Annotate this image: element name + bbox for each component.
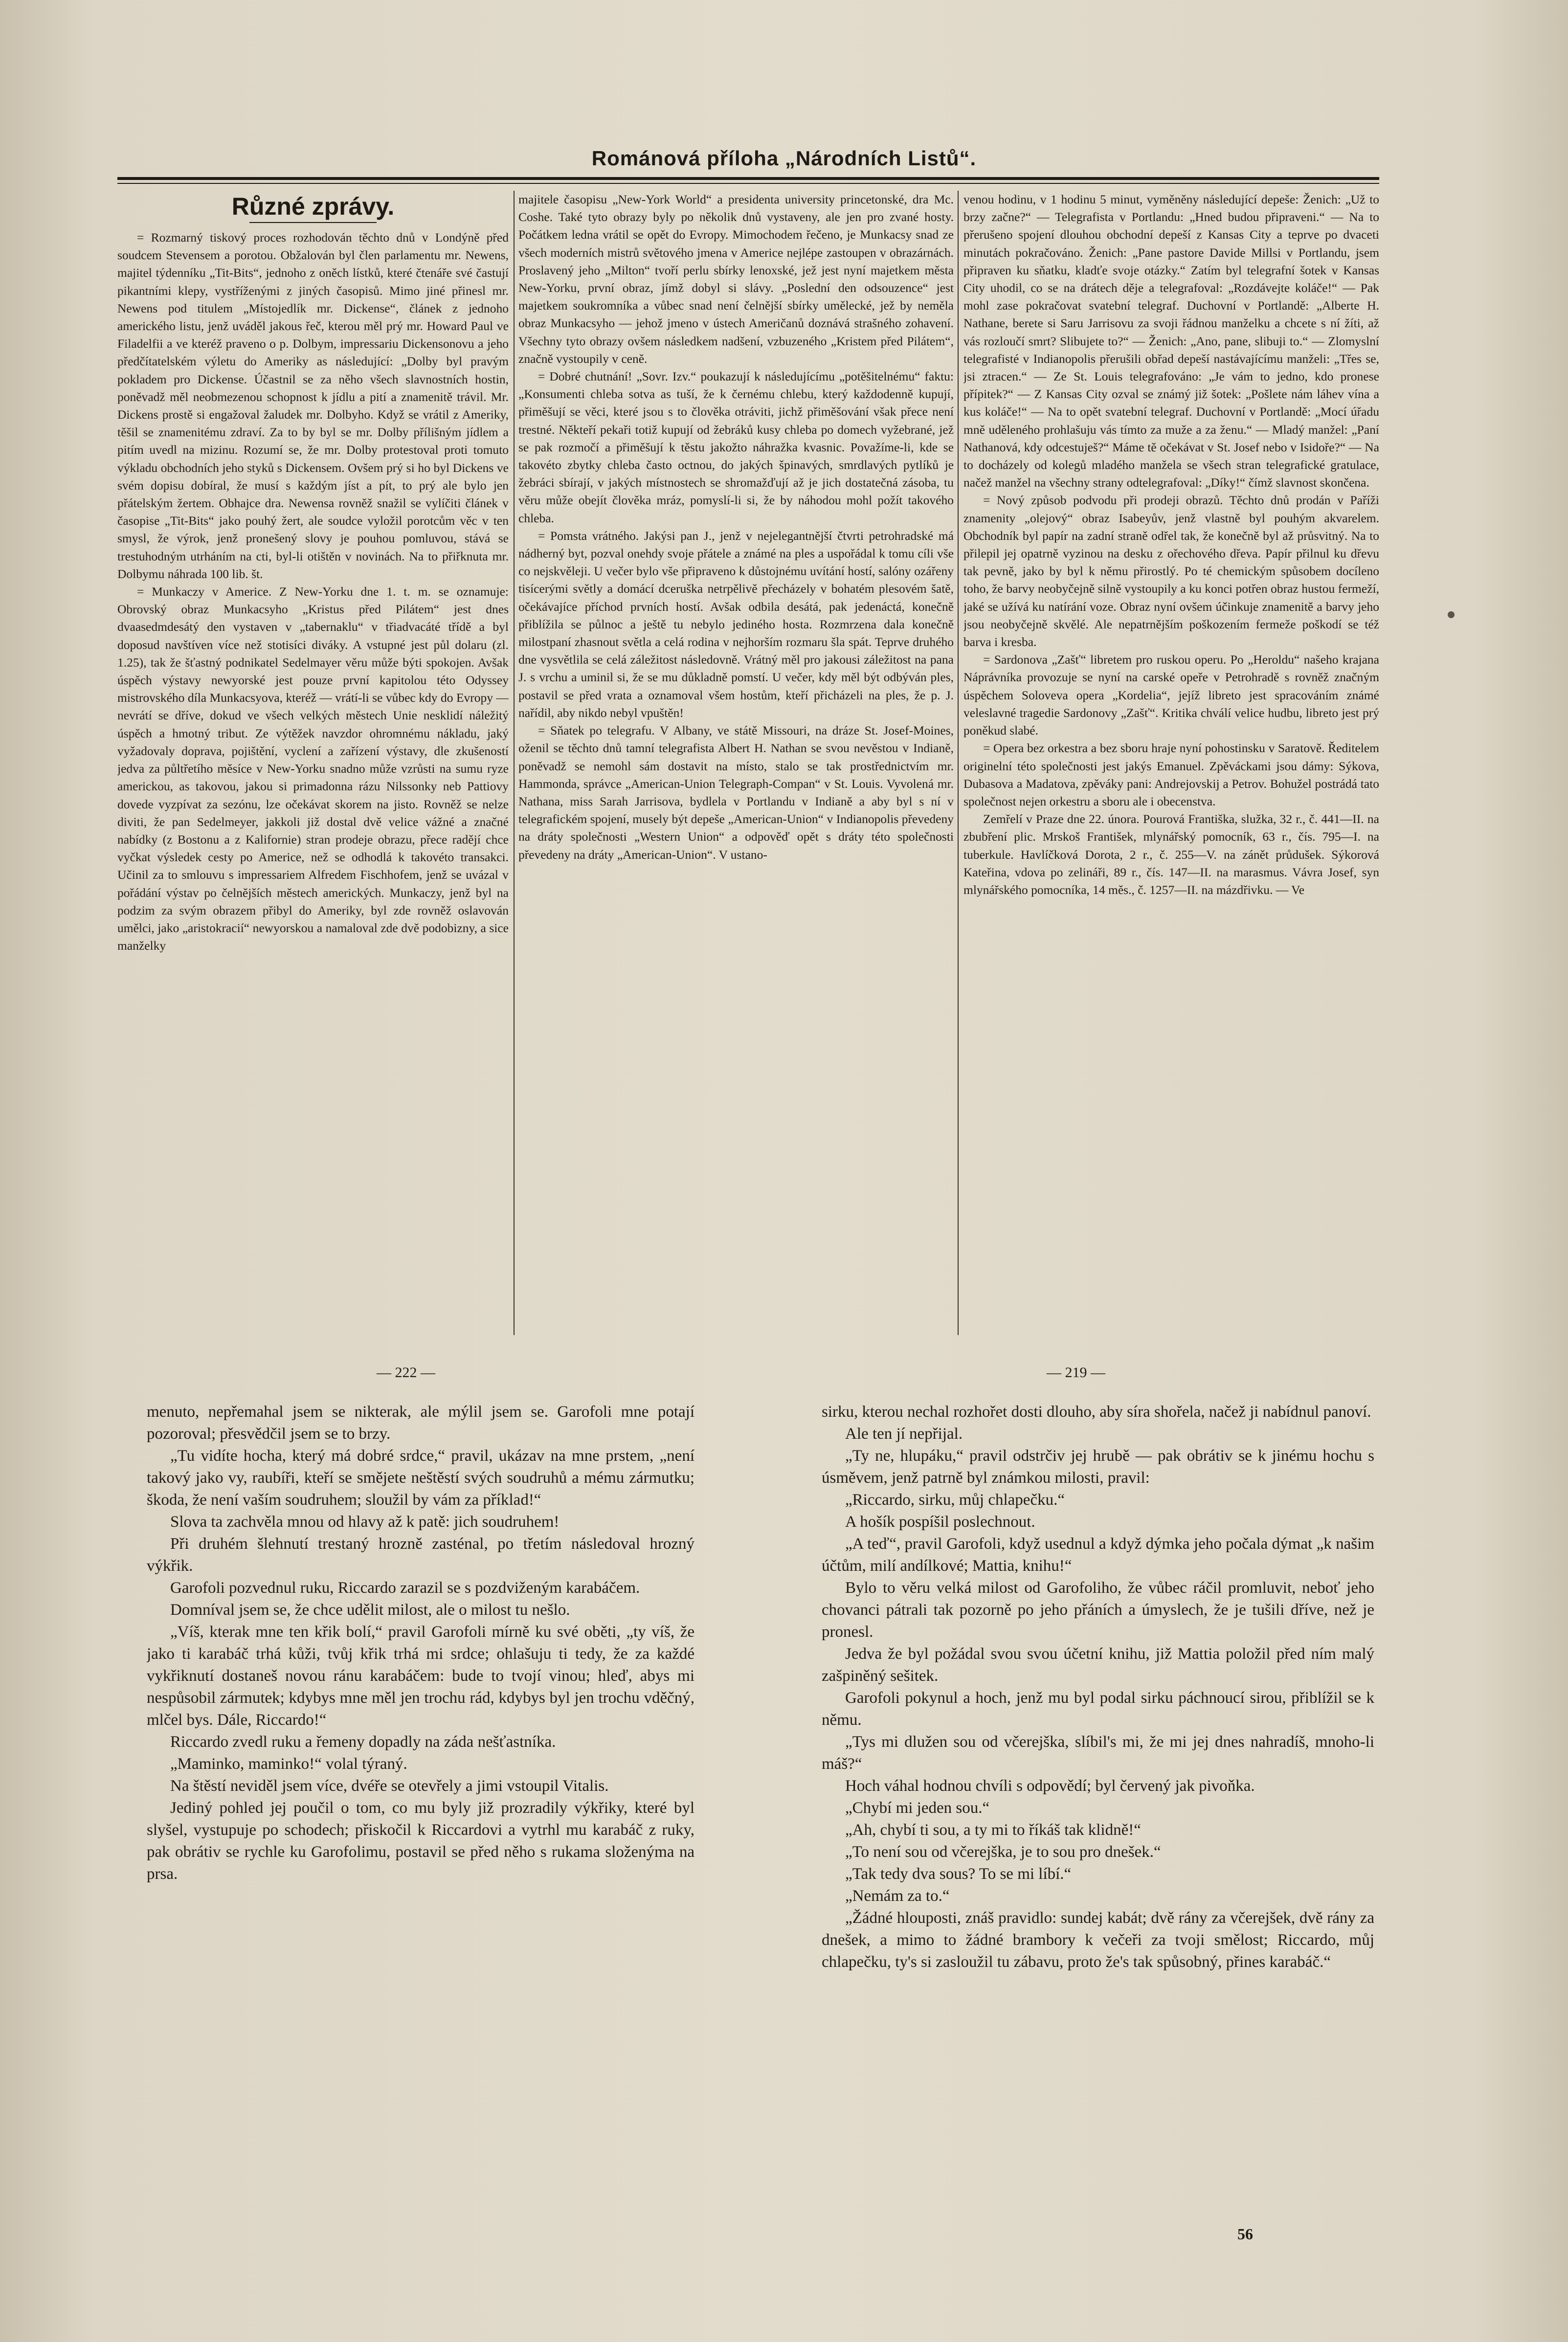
novel-paragraph: Garofoli pozvednul ruku, Riccardo zarazil se s pozdviženým karabáčem. (170, 1579, 640, 1597)
novel-paragraph: Hoch váhal hodnou chvíli s odpovědí; byl červený jak pivoňka. (845, 1777, 1255, 1795)
news-column-2 (518, 191, 954, 1355)
novel-paragraph: „Riccardo, sirku, můj chlapečku.“ (845, 1491, 1065, 1509)
news-paragraph: = Rozmarný tiskový proces rozhodován těchto dnů v Londýně před soudcem Stevensem a porotou. Obžalován byl člen parlamentu mr. Newens, majitel týdenníku „Tit-Bits“, jednoho z oněch lístků, které čtenáře své častují pikantními klepy, vystříženými z jiných časopisů. Mimo jiné přinesl mr. Newens pod titulem „Místojedlík mr. Dickense“, článek z jednoho amerického listu, jenž uváděl jakous řeč, kterou měl prý mr. Howard Paul ve Filadelfii a ve kteréž praveno o p. Dolbym, impressariu Dickensonovu a jeho předčítatelském výletu do Ameriky as následující: „Dolby byl pravým pokladem pro Dickense. Účastnil se za něho všech slavnostních hostin, poněvadž měl neobmezenou schopnost k jídlu a pití a znamenitě trávil. Mr. Dickens prostě si engažoval žaludek mr. Dolbyho. Když se vrátil z Ameriky, těšil se znamenitému zdraví. Za to by byl se mr. Dolby přílišným jídlem a pitím uvedl na mizinu. Rozumí se, že mr. Dolby protestoval proti tomuto výkladu obchodních jeho styků s Dickensem. Ovšem prý si ho byl Dickens ve svém dopisu dobíral, že musí s každým jíst a pít, to prý ale bylo jen přátelským žertem. Obhajce dra. Newensa rovněž snažil se vylíčiti článek v časopise „Tit-Bits“ jako pouhý žert, ale soudce vyložil porotcům věc v ten smysl, že výrok, jenž pronešený slovy je pouhou pomluvou, stává se trestuhodným utrháním na cti, byl-li otištěn v novinách. Na to přiřknuta mr. Dolbymu náhrada 100 lib. št. (117, 230, 509, 581)
news-column-3 (963, 191, 1379, 1355)
novel-paragraph: „Tak tedy dva sous? To se mi líbí.“ (845, 1865, 1072, 1883)
header-rule-thick (117, 177, 1379, 180)
novel-paragraph: „To není sou od včerejška, je to sou pro dnešek.“ (845, 1843, 1161, 1861)
novel-paragraph: Na štěstí neviděl jsem více, dvéře se otevřely a jimi vstoupil Vitalis. (170, 1777, 609, 1795)
novel-paragraph: „Tys mi dlužen sou od včerejška, slíbil's mi, že mi jej dnes nahradíš, mnoho-li máš?“ (822, 1733, 1374, 1773)
paper-speck (1448, 611, 1455, 618)
sheet-number: 56 (1237, 2225, 1253, 2243)
novel-paragraph: „Tu vidíte hocha, který má dobré srdce,“ pravil, ukázav na mne prstem, „není takový jako vy, raubíři, kteří se smějete neštěstí svých soudruhů a mému zármutku; škoda, že není vaším soudruhem; sloužil by vám za příklad!“ (147, 1447, 694, 1509)
news-column-1 (117, 191, 509, 1355)
novel-column-left (147, 1401, 694, 2242)
novel-paragraph: „Ty ne, hlupáku,“ pravil odstrčiv jej hrubě — pak obrátiv se k jinému hochu s úsměvem, jenž patrně byl známkou milosti, pravil: (822, 1447, 1374, 1487)
novel-paragraph: Garofoli pokynul a hoch, jenž mu byl podal sirku páchnoucí sirou, přiblížil se k němu. (822, 1689, 1374, 1729)
news-paragraph: = Nový způsob podvodu při prodeji obrazů. Těchto dnů prodán v Paříži znamenity „olejový“ obraz Isabeyův, jenž vlastně byl pouhým akvarelem. Obchodník byl papír na zadní straně odřel tak, že konečně byl až průsvitný. Na to přilepil jej opatrně vyzinou na desku z ořechového dřeva. Papír přilnul ku dřevu tak pevně, jako by byl k němu přirostlý. Po té chemickým spůsobem docíleno toho, že barvy neobyčejně silně vystoupily a ku konci potřen obraz hustou fermeží, jaké se užívá ku natírání voze. Obraz nyní ovšem účinkuje znamenitě a barvy jeho jsou neobyčejně skvělé. Ale nepatrnějším poškozením fermeže poškodí se též barva i kresba. (963, 493, 1379, 649)
novel-column-right (822, 1401, 1374, 2242)
news-paragraph: = Opera bez orkestra a bez sboru hraje nyní pohostinsku v Saratově. Ředitelem originelní této společnosti jest jakýs Emanuel. Zpěváckami jsou dámy: Sýkova, Dubasova a Madatova, zpěváky pani: Andrejovskij a Petrov. Bohužel postrádá tato společnost nejen orkestru a sboru ale i obecenstva. (963, 741, 1379, 808)
novel-paragraph: A hošík pospíšil poslechnout. (845, 1513, 1035, 1531)
section-title: Různé zprávy. (231, 193, 395, 220)
novel-paragraph: „Víš, kterak mne ten křik bolí,“ pravil Garofoli mírně ku své oběti, „ty víš, že jako ti karabáč trhá kůži, tvůj křik trhá mi srdce; ohlašuju ti tedy, že za každé vykřiknutí dostaneš novou ránu karabáčem: bude to tvojí vinou; hleď, abys mi nespůsobil zármutek; kdybys mne měl jen trochu rád, kdybys byl jen trochu vděčný, mlčel bys. Dále, Riccardo!“ (147, 1623, 694, 1729)
novel-paragraph: „Nemám za to.“ (845, 1887, 950, 1905)
header-rule-thin (117, 183, 1379, 184)
page-number-right: — 219 — (1047, 1364, 1105, 1381)
novel-paragraph: Při druhém šlehnutí trestaný hrozně zasténal, po třetím následoval hrozný výkřik. (147, 1535, 694, 1575)
running-head: Románová příloha „Národních Listů“. (591, 147, 977, 170)
column-separator (958, 191, 959, 1335)
news-paragraph: = Munkaczy v Americe. Z New-Yorku dne 1. t. m. se oznamuje: Obrovský obraz Munkacsyho „Kristus před Pilátem“ jest dnes dvaasedmdesátý den vystaven v „tabernaklu“ v třiadvacáté třídě a byl doposud navštíven více než stotisíci diváky. A vstupné jest půl dolaru (zl. 1.25), tak že šťastný podnikatel Sedelmayer věru může býti spokojen. Avšak úspěch výstavy newyorské jest pouze první kapitolou této Odyssey mistrovského díla Munkacsyova, kteréž — vrátí-li se vůbec kdy do Evropy — nevrátí se dříve, dokud ve všech velkých městech Unie nesklidí náležitý úspěch a hmotný tribut. Ze výtěžek navzdor ohromnému nákladu, jaký vyžadovaly doprava, pojištění, vyclení a zařízení výstavy, dle zkušeností jedva za půltřetího měsíce v New-Yorku snadno může vzrůsti na sumu ryze americkou, as takovou, jakou si primadonna rázu Nilssonky neb Pattiovy dovede vyzpívat za sezónu, lze očekávat skorem na jisto. Rovněž se nelze diviti, že pan Sedelmeyer, jakkoli již dostal dvě velice vážné a značné nabídky (z Bostonu a z Kalifornie) stran prodeje obrazu, přece radějí chce vyčkat výsledek cesty po Americe, než se odhodlá k takovéto transakci. Učinil za to smlouvu s impressariem Alfredem Fischhofem, jenž se uvázal v pořádání výstav po čelnějších městech amerických. Munkaczy, jenž byl na podzim za svým obrazem přibyl do Ameriky, byl zde rovněž oslavován umělci, jako „aristokracií“ newyorskou a namaloval zde dvě podobizny, a sice manželky (117, 584, 509, 953)
novel-paragraph: „A teď“, pravil Garofoli, když usednul a když dýmka jeho počala dýmat „k našim účtům, milí andílkové; Mattia, knihu!“ (822, 1535, 1374, 1575)
novel-paragraph: Jedva že byl požádal svou svou účetní knihu, již Mattia položil před ním malý zašpiněný sešitek. (822, 1645, 1374, 1685)
news-paragraph: = Pomsta vrátného. Jakýsi pan J., jenž v nejelegantnější čtvrti petrohradské má nádherný byt, pozval onehdy svoje přátele a známé na ples a uspořádal k tomu cíli vše co nejskvěleji. U večer bylo vše připraveno k důstojnému uvítání hostí, salóny ozářeny tisícerými světly a domácí dceruška netrpělivě přecházely v bohatém plesovém šatě, očekávajíce příchod prvních hostí. Avšak odbila desátá, pak jedenáctá, konečně přiblížila se půlnoc a ještě tu nebylo jediného hosta. Rozmrzena dala konečně milostpaní zhasnout světla a celá rodina v nejhorším rozmaru šla spát. Teprve druhého dne vysvětlila se celá záležitost následovně. Vrátný měl pro jakousi záležitost na pana J. s vrchu a uminil si, že se mu důkladně pomstí. U večer, kdy měl být odbýván ples, postavil se před vrata a oznamoval všem hostům, kteří přicházeli na ples, že p. J. nařídil, aby nikdo nebyl vpuštěn! (518, 528, 954, 720)
novel-paragraph: Riccardo zvedl ruku a řemeny dopadly na záda nešťastníka. (170, 1733, 556, 1751)
news-paragraph: majitele časopisu „New-York World“ a presidenta university princetonské, dra Mc. Coshe. Také tyto obrazy byly po několik dnů vystaveny, ale jen pro zvané hosty. Počátkem ledna vrátil se opět do Evropy. Mimochodem řečeno, je Munkacsy snad ze všech moderních mistrů světového jmena v Americe nejlépe zastoupen v obrazárnách. Proslavený jeho „Milton“ tvoří perlu sbírky lenoxské, jež jest nyní majetkem města New-Yorku, první obraz, jímž dobyl si slávy. „Poslední den odsouzence“ jest majetkem soukromníka a vůbec snad není čelnější sbírky umělecké, jež by neměla obraz Munkacsyho — jehož jmeno v ústech Američanů doznává strašného zohavení. Všechny tyto obrazy ovšem následkem nadšení, vzbuzeného „Kristem před Pilátem“, značně vystoupily v ceně. (518, 192, 954, 366)
novel-paragraph: Jediný pohled jej poučil o tom, co mu byly již prozradily výkřiky, které byl slyšel, vystupuje po schodech; přiskočil k Riccardovi a vytrhl mu karabáč z ruky, pak obrátiv se rychle ku Garofolimu, postavil se před něho s rukama složenýma na prsa. (147, 1799, 694, 1883)
novel-paragraph: „Ah, chybí ti sou, a ty mi to říkáš tak klidně!“ (845, 1821, 1141, 1839)
novel-paragraph: „Chybí mi jeden sou.“ (845, 1799, 990, 1817)
title-rule (249, 222, 377, 223)
deaths-notice: Zemřelí v Praze dne 22. února. Pourová Františka, služka, 32 r., č. 441—II. na zbubření plic. Mrskoš František, mlynářský pomocník, 63 r., čís. 795—I. na tuberkule. Havlíčková Dorota, 2 r., č. 255—V. na zánět průdušek. Sýkorová Kateřina, vdova po zelináři, 89 r., čís. 147—II. na marasmus. Vávra Josef, syn mlynářského pomocníka, 14 měs., č. 1257—II. na mázdřivku. — Ve (963, 812, 1379, 897)
column-separator (514, 191, 515, 1335)
novel-paragraph: „Maminko, maminko!“ volal týraný. (170, 1755, 407, 1773)
novel-paragraph: „Žádné hlouposti, znáš pravidlo: sundej kabát; dvě rány za včerejšek, dvě rány za dnešek, a mimo to žádné brambory k večeři za tvoji smělost; Riccardo, můj chlapečku, ty's si zasloužil tu zábavu, proto že's tak spůsobný, přines karabáč.“ (822, 1909, 1374, 1971)
news-paragraph: venou hodinu, v 1 hodinu 5 minut, vyměněny následující depeše: Ženich: „Už to brzy začne?“ — Telegrafista v Portlandu: „Hned budou připraveni.“ — Na to přerušeno spojení dlouhou obchodní depeší z Kansas City a teprve po dvaceti minutách pokračováno. Ženich: „Pane pastore Davide Millsi v Portlandu, jsem připraven ku sňatku, kladťe svoje otázky.“ Zatím byl telegrafní šotek v Kansas City uhodil, co se na drátech děje a telegrafoval: „Rozdávejte koláče!“ — Pak mohl zase pokračovat svatební telegraf. Duchovní v Portlandě: „Alberte H. Nathane, berete si Saru Jarrisovu za svoji řádnou manželku a chcete s ní žíti, až vás rozloučí smrt? Slibujete to?“ — Ženich: „Ano, pane, slibuji to.“ — Zlomyslní telegrafisté v Indianopolis přerušili obřad depeší nastávajícímu manželi: „Třes se, jsi ztracen.“ — Ze St. Louis telegrafováno: „Je vám to jedno, kdo pronese přípitek?“ — Z Kansas City ozval se známý již šotek: „Pošlete nám láhev vína a kus koláče!“ — Na to opět svatební telegraf. Duchovní v Portlandě: „Mocí úřadu mně uděleného prohlašuju vás tímto za muže a za ženu.“ — Mladý manžel: „Paní Nathanová, kdy odcestuješ?“ Máme tě očekávat v St. Josef nebo v Isidoře?“ — Na to docházely od kolegů mladého manžela se všech stran telegrafické gratulace, načež manžel na všechny strany odtelegrafoval: „Díky!“ čímž slavnost skončena. (963, 192, 1379, 490)
news-paragraph: = Sardonova „Zašť“ libretem pro ruskou operu. Po „Heroldu“ našeho krajana Náprávníka provozuje se nyní na carské opeře v Petrohradě s rovněž značným úspěchem Soloveva opera „Kordelia“, jejíž libreto jest spracováním známé veleslavné tragedie Sardonovy „Zašť“. Kritika chválí velice hudbu, libreto jest prý poněkud slabé. (963, 652, 1379, 738)
novel-paragraph: Ale ten jí nepřijal. (845, 1425, 963, 1443)
novel-paragraph: Slova ta zachvěla mnou od hlavy až k patě: jich soudruhem! (170, 1513, 560, 1531)
page-number-left: — 222 — (377, 1364, 435, 1381)
novel-paragraph: Domníval jsem se, že chce udělit milost, ale o milost tu nešlo. (170, 1601, 570, 1619)
news-paragraph: = Sňatek po telegrafu. V Albany, ve státě Missouri, na dráze St. Josef-Moines, oženil se těchto dnů tamní telegrafista Albert H. Nathan se svou nevěstou v Indianě, poněvadž se nemohl sám dostavit na místo, stalo se tak prostřednictvím mr. Hammonda, správce „American-Union Telegraph-Compan“ v St. Louis. Vyvolená mr. Nathana, miss Sarah Jarrisova, bydlela v Portlandu v Indianě a aby byl s ní v telegrafickém spojení, musely být depeše „American-Union“ v Indianopolis převedeny na dráty společnosti „Western Union“ a odpověď opět s dráty této společnosti převedeny na dráty „American-Union“. V ustano- (518, 723, 954, 862)
news-paragraph: = Dobré chutnání! „Sovr. Izv.“ poukazují k následujícímu „potěšitelnému“ faktu: „Konsumenti chleba sotva as tuší, že k černému chlebu, který každodenně kupují, přiměšují se věci, které jsou s to člověka otráviti, jichž přiměšování však přece není trestné. Někteří pekaři totiž kupují od žebráků kusy chleba po domech vyžebrané, jež se pak rozmočí a přiměšují k těstu jakožto náhražka kvasnic. Považíme-li, kde se takovéto zbytky chleba často octnou, do jakých špinavých, smrdlavých pytlíků je žebráci sbírají, v jakých místnostech se shromažďují až je jich dostatečná zásoba, tu věru může obejít člověka mráz, pomyslí-li si, že by náhodou mohl požít takového chleba. (518, 369, 954, 525)
novel-paragraph: menuto, nepřemahal jsem se nikterak, ale mýlil jsem se. Garofoli mne potají pozoroval; přesvědčil jsem se to brzy. (147, 1403, 694, 1443)
novel-paragraph: Bylo to věru velká milost od Garofoliho, že vůbec ráčil promluvit, neboť jeho chovanci pátrali tak pozorně po jeho přáních a úmyslech, že je tušili dříve, než je pronesl. (822, 1579, 1374, 1641)
novel-paragraph: sirku, kterou nechal rozhořet dosti dlouho, aby síra shořela, načež ji nabídnul panoví. (822, 1403, 1371, 1421)
